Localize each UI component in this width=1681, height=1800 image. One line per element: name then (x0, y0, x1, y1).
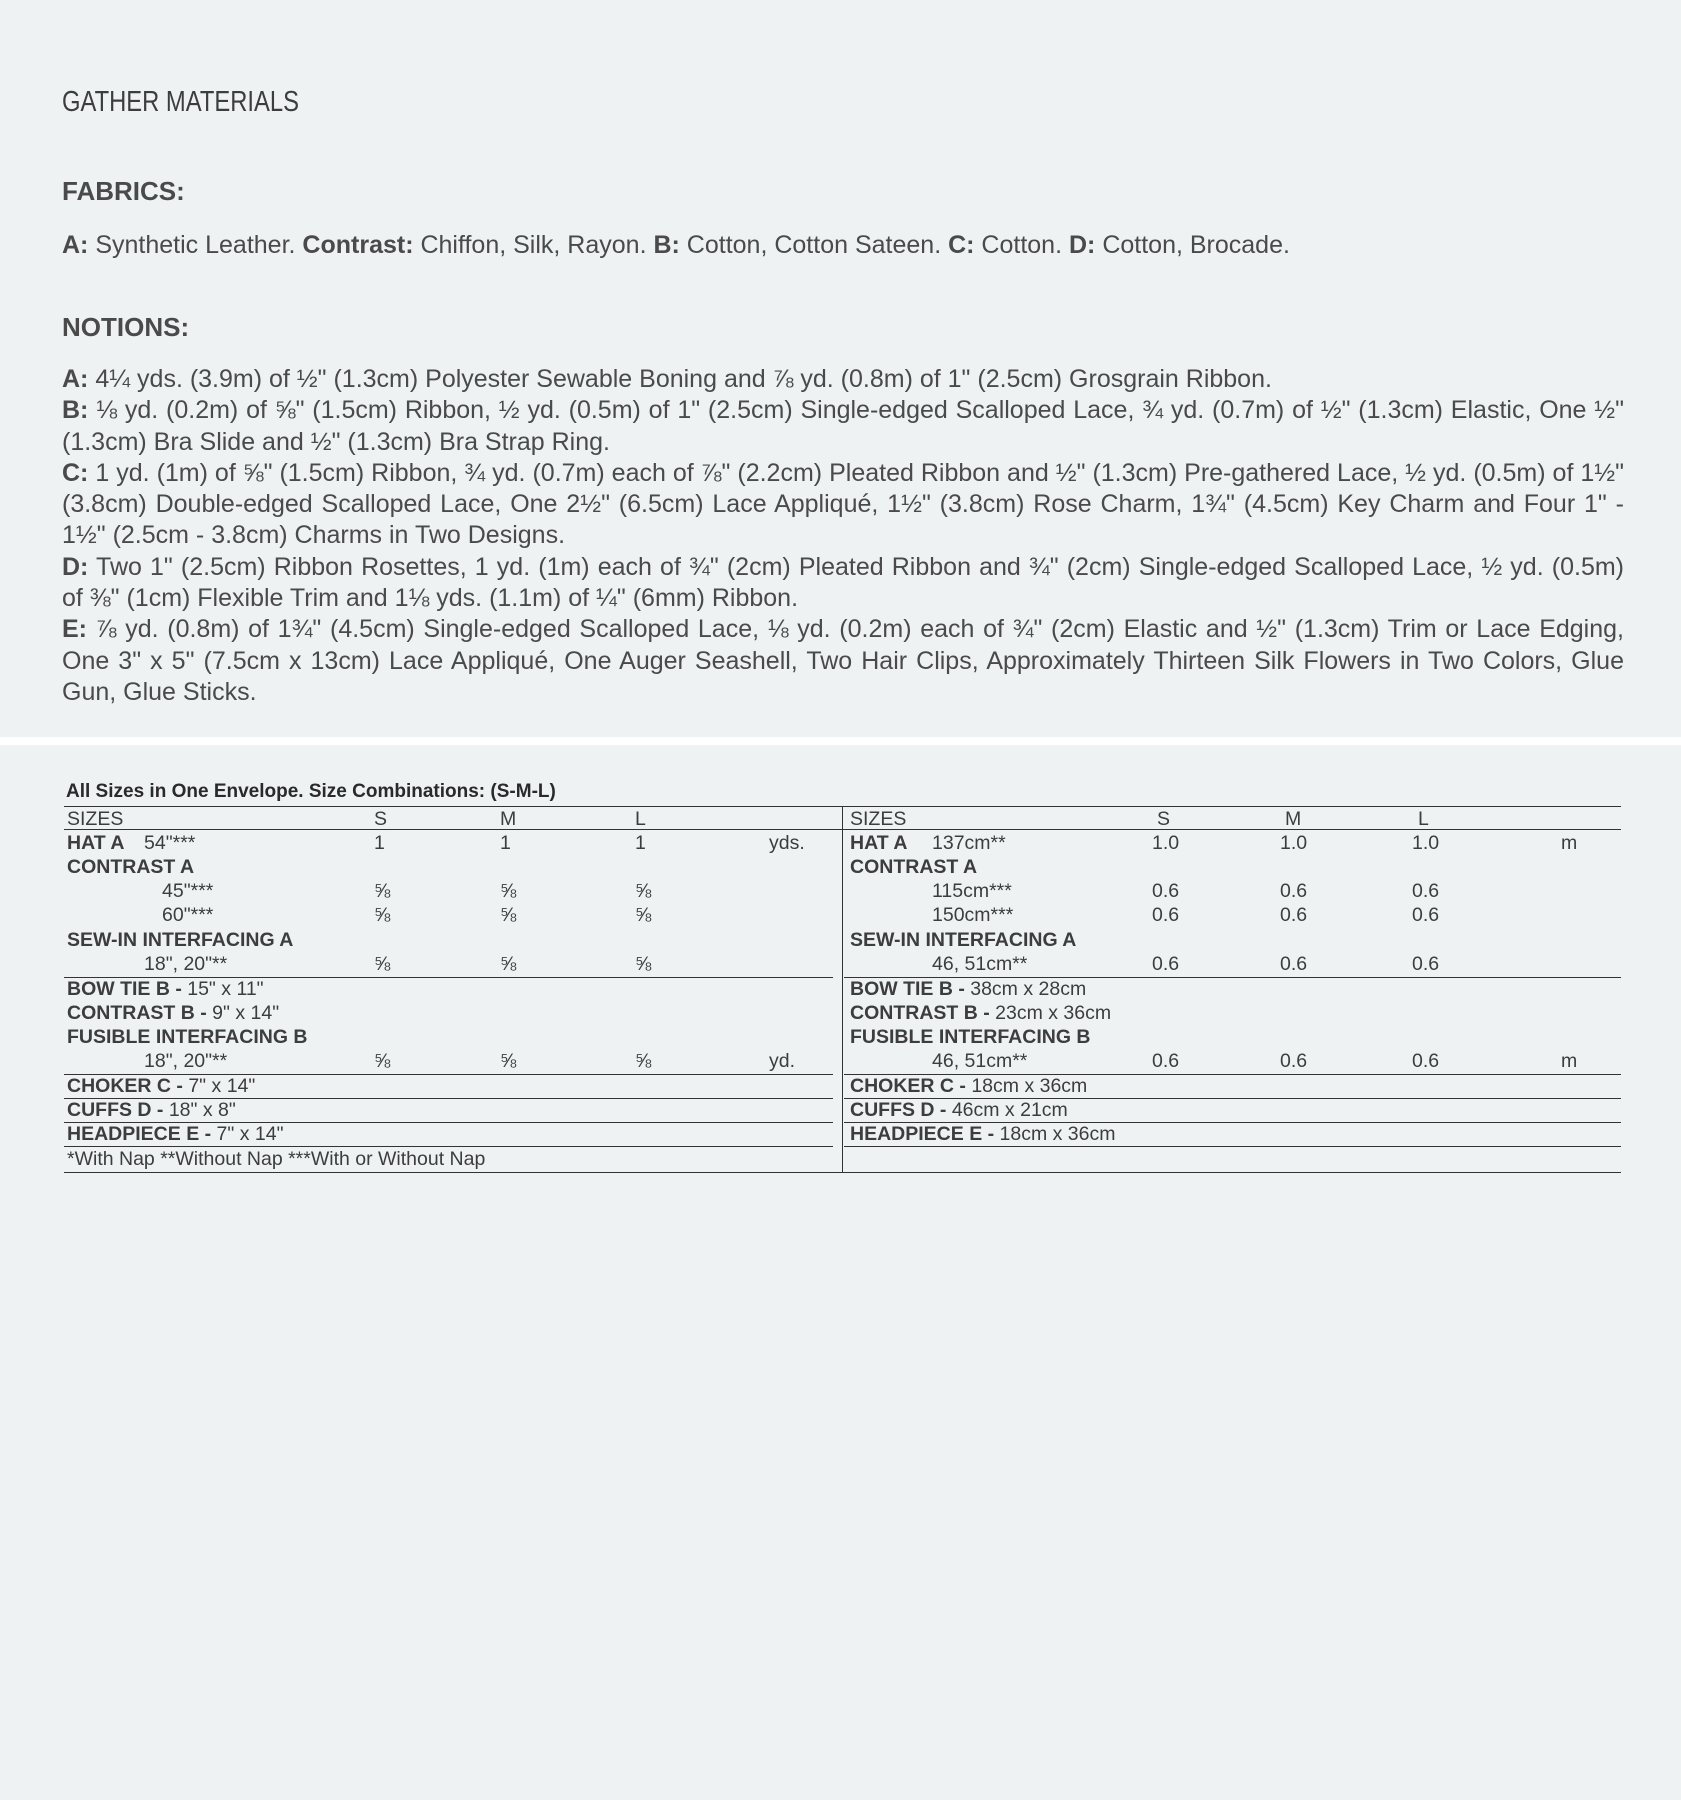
notion-item-b (62, 395, 1624, 458)
contrast-b-label: CONTRAST B - (67, 1002, 207, 1024)
notion-label: A: (62, 365, 89, 393)
metric-fusible-width: 46, 51cm** (932, 1050, 1028, 1072)
fabric-text: Chiffon, Silk, Rayon. (413, 231, 654, 259)
contrast-b-label: CONTRAST B - (850, 1002, 990, 1024)
metric-header-m: M (1285, 808, 1302, 830)
fabric-text: Cotton, Cotton Sateen. (679, 231, 949, 259)
imperial-fusible-s: ⅝ (374, 1050, 391, 1072)
cuffs-dim: 18" x 8" (163, 1099, 236, 1121)
contrast-b-dim: 23cm x 36cm (989, 1002, 1112, 1024)
table-divider (842, 806, 843, 1172)
metric-fusible-label: FUSIBLE INTERFACING B (850, 1026, 1091, 1048)
metric-cuffs (850, 1099, 1068, 1121)
metric-hat-width: 137cm** (932, 832, 1006, 854)
imperial-fusible-m: ⅝ (500, 1050, 517, 1072)
notion-label: B: (62, 396, 89, 425)
imperial-hat-unit: yds. (769, 832, 805, 854)
imperial-contrast-45-l: ⅝ (635, 880, 652, 902)
imperial-contrast-60-s: ⅝ (374, 904, 391, 926)
bow-tie-label: BOW TIE B - (850, 978, 965, 1000)
contrast-b-dim: 9" x 14" (206, 1002, 280, 1024)
bow-tie-dim: 38cm x 28cm (964, 978, 1087, 1000)
fabric-label: D: (1068, 231, 1096, 259)
imperial-sew-in-m: ⅝ (500, 953, 517, 975)
metric-hat-unit: m (1561, 832, 1578, 854)
metric-contrast-115-m: 0.6 (1280, 880, 1308, 902)
metric-fusible-l: 0.6 (1412, 1050, 1440, 1072)
headpiece-dim: 18cm x 36cm (994, 1123, 1116, 1145)
notion-item-a (62, 364, 1624, 395)
metric-contrast-150-l: 0.6 (1412, 904, 1440, 926)
metric-contrast-115-width: 115cm*** (932, 880, 1012, 902)
metric-contrast-150-m: 0.6 (1280, 904, 1308, 926)
headpiece-dim: 7" x 14" (211, 1123, 284, 1145)
cuffs-label: CUFFS D - (850, 1099, 947, 1121)
notions-list (62, 364, 1624, 708)
metric-fusible-unit: m (1561, 1050, 1578, 1072)
notion-text: Two 1" (2.5cm) Ribbon Rosettes, 1 yd. (1m) each of ¾" (2cm) Pleated Ribbon and ¾" (2cm) Single-edged Scalloped Lace, ½ yd. (0.5m) of ⅜" (1cm) Flexible Trim and 1⅛ yds. (1.1m) of ¼" (6mm) Ribbon. (62, 552, 1624, 613)
imperial-contrast-45-m: ⅝ (500, 880, 517, 902)
imperial-hat-l: 1 (635, 832, 646, 854)
imperial-contrast-45-s: ⅝ (374, 880, 391, 902)
metric-hat-label: HAT A (850, 832, 908, 854)
bow-tie-dim: 15" x 11" (181, 978, 264, 1000)
choker-label: CHOKER C - (67, 1075, 183, 1097)
imperial-hat-s: 1 (374, 832, 385, 854)
metric-contrast-b (850, 1002, 1111, 1024)
notions-heading: NOTIONS: (62, 312, 190, 342)
cuffs-label: CUFFS D - (67, 1099, 164, 1121)
notion-item-c (62, 458, 1624, 552)
imperial-sew-in-s: ⅝ (374, 953, 391, 975)
notion-text: ⅞ yd. (0.8m) of 1¾" (4.5cm) Single-edged Scalloped Lace, ⅛ yd. (0.2m) each of ¾" (2cm) Elastic and ½" (1.3cm) Trim or Lace Edging, One 3" x 5" (7.5cm x 13cm) Lace Appliqué, One Auger Seashell, Two Hair Clips, Approximately Thirteen Silk Flowers in Two Colors, Glue Gun, Glue Sticks. (62, 615, 1624, 706)
metric-choker (850, 1075, 1087, 1097)
metric-sew-in-l: 0.6 (1412, 953, 1440, 975)
metric-contrast-150-width: 150cm*** (932, 904, 1014, 926)
table-rule (844, 1146, 1621, 1147)
notion-label: D: (62, 552, 89, 581)
imperial-fusible-l: ⅝ (635, 1050, 652, 1072)
headpiece-label: HEADPIECE E - (850, 1123, 995, 1145)
imperial-contrast-45-width: 45"*** (162, 880, 214, 902)
choker-dim: 7" x 14" (182, 1075, 256, 1097)
metric-sew-in-s: 0.6 (1152, 953, 1180, 975)
imperial-contrast-60-width: 60"*** (162, 904, 214, 926)
imperial-headpiece (67, 1123, 284, 1145)
imperial-header-sizes: SIZES (67, 808, 124, 830)
fabric-text: Cotton, Brocade. (1095, 231, 1290, 259)
fabric-label: B: (653, 231, 680, 259)
fabrics-text (62, 230, 1624, 261)
imperial-sew-in-l: ⅝ (635, 953, 652, 975)
bow-tie-label: BOW TIE B - (67, 978, 182, 1000)
fabric-label: A: (62, 231, 89, 259)
imperial-fusible-width: 18", 20"** (144, 1050, 228, 1072)
fabrics-heading: FABRICS: (62, 176, 185, 206)
table-rule (64, 1172, 1621, 1173)
metric-header-l: L (1418, 808, 1429, 830)
imperial-fusible-unit: yd. (769, 1050, 796, 1072)
page-title: GATHER MATERIALS (62, 86, 299, 118)
metric-header-s: S (1157, 808, 1171, 830)
imperial-header-s: S (374, 808, 388, 830)
metric-hat-l: 1.0 (1412, 832, 1440, 854)
fabric-label: Contrast: (302, 231, 414, 259)
headpiece-label: HEADPIECE E - (67, 1123, 212, 1145)
metric-contrast-150-s: 0.6 (1152, 904, 1180, 926)
imperial-contrast-a-label: CONTRAST A (67, 856, 195, 878)
choker-label: CHOKER C - (850, 1075, 966, 1097)
notion-text: ⅛ yd. (0.2m) of ⅝" (1.5cm) Ribbon, ½ yd. (0.5m) of 1" (2.5cm) Single-edged Scalloped Lace, ¾ yd. (0.7m) of ½" (1.3cm) Elastic, One ½" (1.3cm) Bra Slide and ½" (1.3cm) Bra Strap Ring. (62, 396, 1624, 456)
imperial-hat-width: 54"*** (144, 832, 196, 854)
metric-sew-in-width: 46, 51cm** (932, 953, 1028, 975)
metric-sew-in-m: 0.6 (1280, 953, 1308, 975)
size-table-title: All Sizes in One Envelope. Size Combinations: (S-M-L) (66, 781, 556, 802)
imperial-contrast-60-m: ⅝ (500, 904, 517, 926)
metric-headpiece (850, 1123, 1115, 1145)
table-rule (64, 1146, 833, 1147)
imperial-header-m: M (500, 808, 517, 830)
metric-contrast-115-l: 0.6 (1412, 880, 1440, 902)
notion-text: 1 yd. (1m) of ⅝" (1.5cm) Ribbon, ¾ yd. (0.7m) each of ⅞" (2.2cm) Pleated Ribbon and ½" (1.3cm) Pre-gathered Lace, ½ yd. (0.5m) of 1½" (3.8cm) Double-edged Scalloped Lace, One 2½" (6.5cm) Lace Appliqué, 1½" (3.8cm) Rose Charm, 1¾" (4.5cm) Key Charm and Four 1" - 1½" (2.5cm - 3.8cm) Charms in Two Designs. (62, 458, 1624, 550)
imperial-choker (67, 1075, 255, 1097)
metric-hat-m: 1.0 (1280, 832, 1308, 854)
notion-label: E: (62, 615, 87, 644)
notion-label: C: (62, 458, 89, 487)
imperial-contrast-b (67, 1002, 279, 1024)
metric-fusible-s: 0.6 (1152, 1050, 1180, 1072)
imperial-cuffs (67, 1099, 236, 1121)
imperial-bow-tie (67, 978, 264, 1000)
fabric-text: Synthetic Leather. (88, 231, 303, 259)
imperial-fusible-label: FUSIBLE INTERFACING B (67, 1026, 308, 1048)
imperial-sew-in-label: SEW-IN INTERFACING A (67, 929, 294, 951)
metric-header-sizes: SIZES (850, 808, 907, 830)
cuffs-dim: 46cm x 21cm (946, 1099, 1068, 1121)
fabric-text: Cotton. (974, 231, 1069, 259)
choker-dim: 18cm x 36cm (965, 1075, 1088, 1097)
panel-separator (0, 737, 1681, 745)
imperial-sew-in-width: 18", 20"** (144, 953, 228, 975)
fabric-label: C: (948, 231, 975, 259)
metric-fusible-m: 0.6 (1280, 1050, 1308, 1072)
notion-text: 4¼ yds. (3.9m) of ½" (1.3cm) Polyester Sewable Boning and ⅞ yd. (0.8m) of 1" (2.5cm) Grosgrain Ribbon. (88, 365, 1272, 393)
metric-contrast-115-s: 0.6 (1152, 880, 1180, 902)
imperial-hat-m: 1 (500, 832, 511, 854)
size-table-footnote: *With Nap **Without Nap ***With or Without Nap (67, 1148, 486, 1170)
imperial-header-l: L (635, 808, 646, 830)
metric-contrast-a-label: CONTRAST A (850, 856, 978, 878)
imperial-contrast-60-l: ⅝ (635, 904, 652, 926)
metric-sew-in-label: SEW-IN INTERFACING A (850, 929, 1077, 951)
metric-bow-tie (850, 978, 1086, 1000)
notion-item-e (62, 614, 1624, 708)
imperial-hat-label: HAT A (67, 832, 125, 854)
notion-item-d (62, 552, 1624, 615)
metric-hat-s: 1.0 (1152, 832, 1180, 854)
